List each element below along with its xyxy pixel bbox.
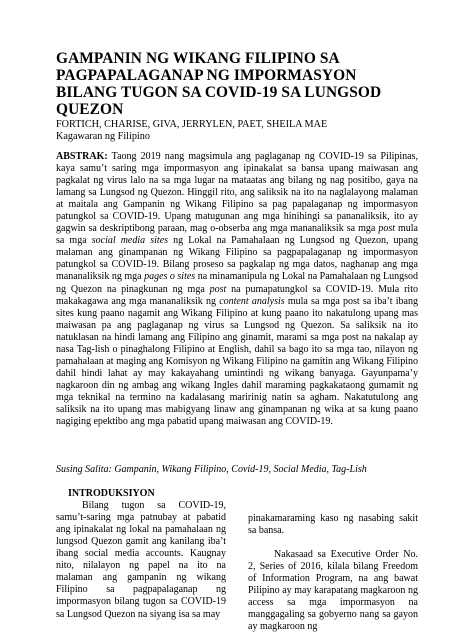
affiliation: Kagawaran ng Filipino <box>56 131 150 142</box>
abstract-text-4: na minamanipula ng Lokal na Pamahalaan ng Lungsod ng Quezon na pinagkunan ng mga <box>56 271 418 295</box>
abstract-text-1: Taong 2019 nang magsimula ang paglaganap ng COVID-19 sa Pilipinas, kaya samu’t saring mga impormasyon ang ipinakalat sa bansa upang maiwasan ang pagkalat ng virus lalo na sa mga lugar na mataatas ang bilang ng nag positibo, gaya na lamang sa Lungsod ng Quezon. Hinggil rito, ang saliksik na ito na naglalayong malaman at maitala ang Gampanin ng Wikang Filipino sa pag papalaganap ng impormasyon patungkol sa COVID-19. Upang matugunan ang mga hinihingi sa pananaliksik, ito ay gagwin sa deskriptibong paraan, mag o-obserba ang mga mananaliksik sa mga <box>56 151 418 235</box>
abstract <box>56 151 418 428</box>
intro-paragraph-2: Nakasaad sa Executive Order No. 2, Series of 2016, kilala bilang Freedom of Information Program, na ang bawat Pilipino ay may karapatang magkaroon ng access sa mga impormasyon na manggagaling sa gobyerno nang sa gayon ay magkaroon ng <box>248 549 418 633</box>
left-column <box>56 488 226 633</box>
abstract-italic-2: social media sites <box>91 235 169 247</box>
title-line-4: QUEZON <box>56 101 124 118</box>
abstract-text-3: ng Lokal na Pamahalaan ng Lungsod ng Quezon, upang malaman ang ginampanan ng Wikang Filipino sa pagpapalaganap ng impormasyon patungkol sa COVID-19. Bilang proseso sa pagkalap ng mga datos, naghanap ang mga mananaliksik ng mga <box>56 235 418 283</box>
intro-paragraph-1: Bilang tugon sa COVID-19, samu’t-saring mga patnubay at pabatid ang ipinakalat ng lokal na pamahalaan ng lungsod Quezon gamit ang kanilang iba’t ibang social media accounts. Kaugnay nito, nilalayon ng papel na ito na malaman ang gampanin ng wikang Filipino sa pagpapalaganap ng impormasyon bilang tugon sa COVID-19 sa Lungsod Quezon na siyang isa sa may <box>56 500 226 620</box>
abstract-italic-3: pages o sites <box>144 271 196 283</box>
authors: FORTICH, CHARISE, GIVA, JERRYLEN, PAET, SHEILA MAE <box>56 119 328 130</box>
intro-paragraph-1-continued: pinakamaraming kaso ng nasabing sakit sa bansa. <box>248 513 418 537</box>
abstract-italic-5: content analysis <box>219 295 285 307</box>
abstract-italic-1: post <box>378 223 395 235</box>
body-columns <box>56 488 418 633</box>
abstract-label: ABSTRAK: <box>56 151 108 162</box>
title-line-2: PAGPAPALAGANAP NG IMPORMASYON <box>56 67 357 84</box>
abstract-text-2: mula sa mga <box>56 223 419 247</box>
abstract-text-5: na pumapatungkol sa COVID-19. Mula rito makakagawa ang mga mananaliksik ng <box>56 283 418 307</box>
abstract-italic-4: post <box>209 283 227 295</box>
section-heading-introduksiyon: INTRODUKSIYON <box>68 488 155 500</box>
keywords: Susing Salita: Gampanin, Wikang Filipino, Covid-19, Social Media, Tag-Lish <box>56 464 367 476</box>
title-line-3: BILANG TUGON SA COVID-19 SA LUNGSOD <box>56 84 382 101</box>
title-line-1: GAMPANIN NG WIKANG FILIPINO SA <box>56 50 340 67</box>
right-column <box>248 488 418 633</box>
abstract-text-6: mula sa mga post sa iba’t ibang sites kung paano nagamit ang Wikang Filipino at kung paano ito nakatulong upang mas maiwasan pa ang paglaganap ng virus sa Lungsod ng Quezon. Sa saliksik na ito natuklasan na hindi lamang ang Filipino ang ginamit, marami sa mga post na nakalap ay nasa Tag-lish o pinaghalong Filipino at English, dahil sa bago ito sa mga tao, nilayon ng pamahalaan at maging ang Komisyon ng Wikang Filipino na gamitin ang Wikang Filipino dahil hindi lahat ay may kakayahang umintindi ng wikang banyaga. Gayunpama’y nagkaroon din ng ambag ang wikang Ingles dahil maraming pagkakataong gumamit ng mga teknikal na termino na kadalasang maririnig natin sa agham. Nakatutulong ang saliksik na ito upang mas mabigyang linaw ang ginampanan ng wika at sa kung paano nagiging epektibo ang mga pabatid upang maiwasan ang COVID-19. <box>56 295 418 428</box>
paper-title <box>56 50 418 118</box>
